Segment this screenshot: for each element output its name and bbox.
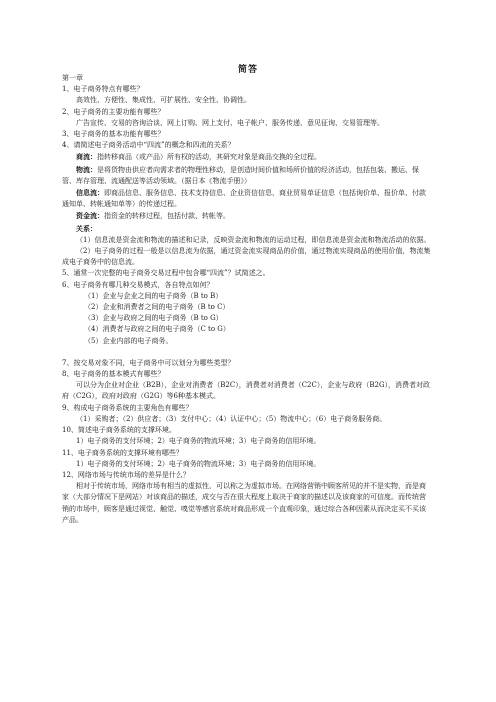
question-8: 8、电子商务的基本模式有哪些？ bbox=[62, 370, 165, 379]
question-11: 11、电子商务系统的支撑环境有哪些？ bbox=[62, 448, 183, 457]
question-5: 5、通常一次完整的电子商务交易过程中包含哪“四流”？试简述之。 bbox=[62, 269, 270, 278]
answer-12: 相对于传统市场，网络市场有相当的虚拟性，可以称之为虚拟市场。在网络营销中顾客所见的并不是实物，而是商家（大部分情况下是网站）对该商品的描述，成交与否在很大程度上取决于商家的描述以及该商家的可信度。而传统营销的市场中，顾客是通过视觉、触觉、嗅觉等感官系统对商品形成一个直观印象，通过综合各种因素从而决定买不买该产品。 bbox=[62, 482, 426, 524]
question-2: 2、电子商务的主要功能有哪些？ bbox=[62, 107, 165, 116]
flow-information-term: 信息流： bbox=[76, 188, 104, 198]
relation-label bbox=[62, 223, 432, 235]
chapter-heading: 第一章 bbox=[62, 74, 83, 82]
flow-logistics-text: 是将货物由供应者向需求者的物理性移动，是创造时间价值和场所价值的经济活动，包括包装、搬运、保管、库存管理、流通配送等活动领域。（据日本《物流手册》） bbox=[62, 165, 419, 185]
answer-11: 1）电子商务的支付环境；2）电子商务的物流环境；3）电子商务的信用环境。 bbox=[76, 459, 321, 468]
flow-business-term: 商流： bbox=[76, 152, 97, 162]
question-12: 12、网络市场与传统市场的差异是什么？ bbox=[62, 470, 190, 479]
question-4: 4、请简述电子商务活动中“四流”的概念和四流的关系？ bbox=[62, 141, 235, 150]
mode-3: （3）企业与政府之间的电子商务（B to G） bbox=[84, 314, 223, 323]
question-9: 9、构成电子商务系统的主要角色有哪些？ bbox=[62, 403, 193, 412]
mode-1: （1）企业与企业之间的电子商务（B to B） bbox=[84, 291, 223, 300]
mode-5: （5）企业内部的电子商务。 bbox=[84, 336, 173, 345]
question-3: 3、电子商务的基本功能有哪些？ bbox=[62, 130, 165, 139]
flow-capital bbox=[62, 210, 432, 222]
flow-capital-text: 指资金的转移过程，包括付款、转帐等。 bbox=[104, 212, 230, 221]
flow-business-text: 指转移商品（或产品）所有权的活动，其研究对象是商品交换的全过程。 bbox=[97, 153, 321, 162]
document-body bbox=[62, 73, 432, 526]
flow-information bbox=[62, 187, 432, 210]
relation-2: （2）电子商务的过程一般是以信息流为依据，通过资金流实现商品的价值，通过物流实现商品的使用价值，物流集成电子商务中的信息流。 bbox=[62, 247, 431, 267]
answer-9: （1）采购者；（2）供应者；（3）支付中心；（4）认证中心；（5）物流中心；（6）电子商务服务商。 bbox=[76, 414, 387, 423]
flow-information-text: 即商品信息、服务信息、技术支持信息、企业资信信息、商业贸易单证信息（包括询价单、报价单、付款通知单、转帐通知单等）的传递过程。 bbox=[62, 189, 426, 209]
blank-line bbox=[62, 347, 432, 358]
flow-capital-term: 资金流： bbox=[76, 211, 104, 221]
question-6: 6、电子商务有哪几种交易模式，各自特点如何？ bbox=[62, 280, 214, 289]
relation-label-text: 关系： bbox=[76, 223, 97, 233]
page-title: 简答 bbox=[237, 65, 258, 75]
question-7: 7、按交易对象不同，电子商务中可以划分为哪些类型？ bbox=[62, 358, 235, 367]
answer-1: 高效性、方便性、集成性、可扩展性、安全性、协调性。 bbox=[76, 96, 251, 105]
relation-1: （1）信息流是资金流和物流的描述和记录，反映资金流和物流的运动过程，即信息流是资金流和物流活动的依据。 bbox=[76, 235, 431, 244]
mode-2: （2）企业和消费者之间的电子商务（B to C） bbox=[84, 303, 230, 312]
flow-logistics-term: 物流： bbox=[76, 164, 97, 174]
flow-logistics bbox=[62, 164, 432, 187]
question-1: 1、电子商务特点有哪些？ bbox=[62, 85, 144, 94]
mode-4: （4）消费者与政府之间的电子商务（C to G） bbox=[84, 325, 230, 334]
question-10: 10、简述电子商务系统的支撑环境。 bbox=[62, 426, 176, 435]
answer-10: 1）电子商务的支付环境；2）电子商务的物流环境；3）电子商务的信用环境。 bbox=[76, 437, 321, 446]
answer-8: 可以分为企业对企业（B2B），企业对消费者（B2C），消费者对消费者（C2C），企业与政府（B2G），消费者对政府（C2G），政府对政府（G2G）等6种基本模式。 bbox=[62, 381, 431, 401]
flow-business bbox=[62, 151, 432, 163]
answer-2: 广告宣传、交易的咨询洽谈、网上订购、网上支付、电子帐户、服务传递、意见征询、交易管理等。 bbox=[76, 118, 384, 127]
